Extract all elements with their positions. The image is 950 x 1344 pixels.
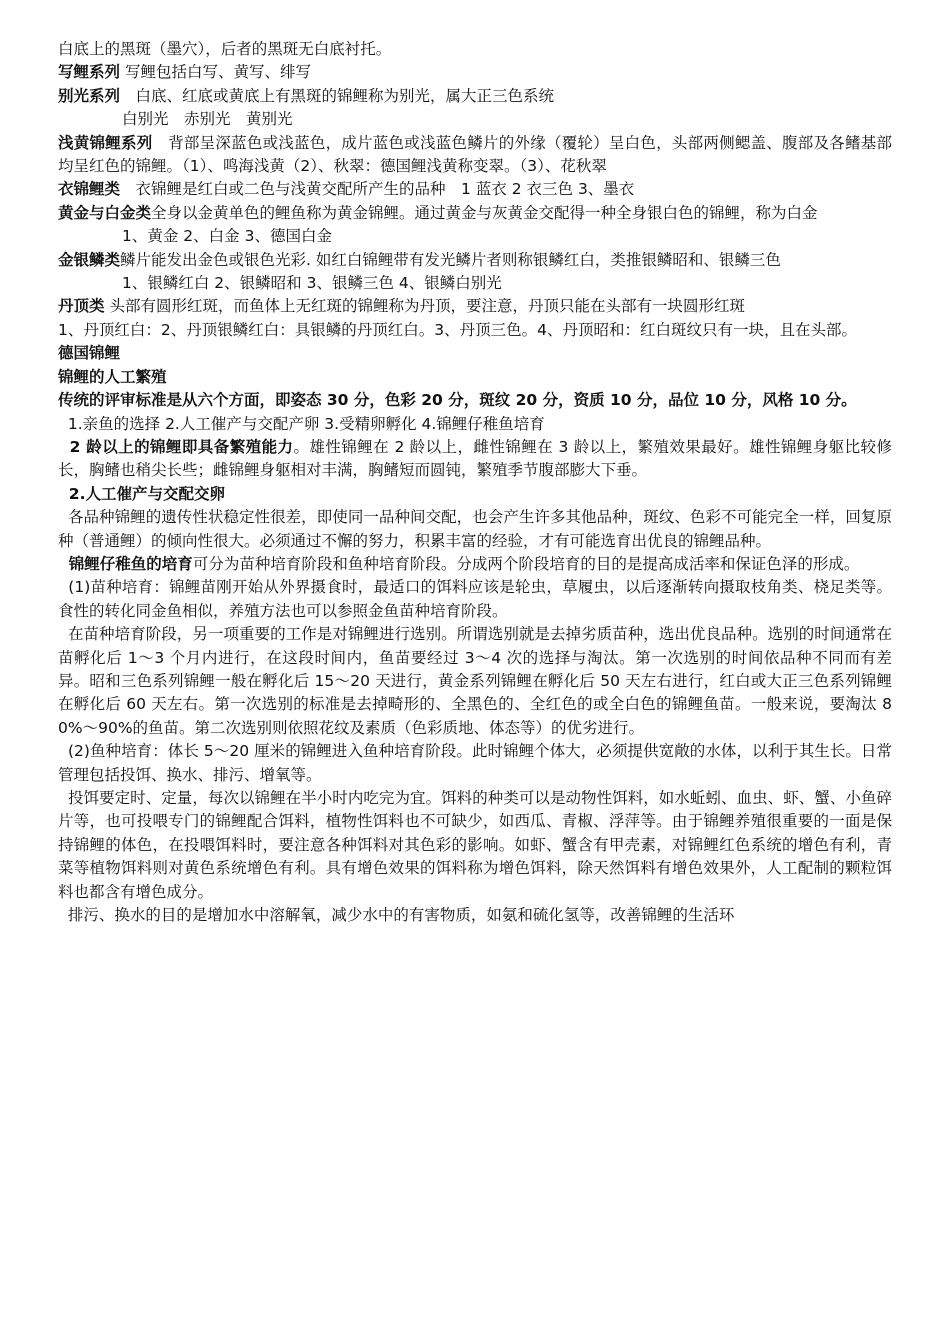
paragraph-text: 头部有圆形红斑，而鱼体上无红斑的锦鲤称为丹顶，要注意，丹顶只能在头部有一块圆形红斑 [104,297,745,316]
paragraph: 白底上的黑斑（墨穴），后者的黑斑无白底衬托。 [58,40,392,58]
section-heading: 衣锦鲤类 [58,180,121,199]
paragraph [58,553,892,576]
paragraph [58,61,892,84]
paragraph-text: 。雄性锦鲤在 2 龄以上，雌性锦鲤在 3 龄以上，繁殖效果最好。雄性锦鲤身躯比较修长，胸鳍也稍尖长些；雌锦鲤身躯相对丰满，胸鳍短而圆钝，繁殖季节腹部膨大下垂。 [58,437,892,480]
section-heading: 写鲤系列 [58,63,121,82]
paragraph [58,436,892,483]
paragraph-text: 写鲤包括白写、黄写、绯写 [120,63,311,82]
paragraph-text: 全身以金黄单色的鲤鱼称为黄金锦鲤。通过黄金与灰黄金交配得一种全身银白色的锦鲤，称为白金 [151,203,818,222]
section-heading: 锦鲤仔稚鱼的培育 [58,554,193,573]
paragraph [58,249,892,272]
paragraph [58,132,892,179]
paragraph-text: 鳞片能发出金色或银色光彩. 如红白锦鲤带有发光鳞片者则称银鳞红白，类推银鳞昭和、银鳞三色 [120,250,781,269]
section-heading: 金银鳞类 [58,250,121,269]
paragraph: 各品种锦鲤的遗传性状稳定性很差，即使同一品种间交配，也会产生许多其他品种，斑纹、色彩不可能完全一样，回复原种（普通鲤）的倾向性很大。必须通过不懈的努力，积累丰富的经验，才有可能选育出优良的锦鲤品种。 [58,508,892,550]
section-heading: 2.人工催产与交配交卵 [58,484,225,503]
section-heading: 2 龄以上的锦鲤即具备繁殖能力 [58,437,294,456]
paragraph-text: 背部呈深蓝色或浅蓝色，成片蓝色或浅蓝色鳞片的外缘（覆轮）呈白色，头部两侧鳃盖、腹部及各鳍基部均呈红色的锦鲤。（1）、鸣海浅黄（2）、秋翠：德国鲤浅黄称变翠。（3）、花秋翠 [58,133,892,176]
section-heading: 德国锦鲤 [58,344,121,363]
paragraph: (2)鱼种培育：体长 5～20 厘米的锦鲤进入鱼种培育阶段。此时锦鲤个体大，必须提供宽敞的水体，以利于其生长。日常管理包括投饵、换水、排污、增氧等。 [58,742,892,784]
paragraph: 1、丹顶红白：2、丹顶银鳞红白：具银鳞的丹顶红白。3、丹顶三色。4、丹顶昭和：红白斑纹只有一块，且在头部。 [58,320,857,339]
paragraph: 1、银鳞红白 2、银鳞昭和 3、银鳞三色 4、银鳞白别光 [122,274,502,293]
section-heading: 黄金与白金类 [58,203,152,222]
paragraph [58,85,892,108]
paragraph: 排污、换水的目的是增加水中溶解氧，减少水中的有害物质，如氨和硫化氢等，改善锦鲤的生活环 [58,906,735,925]
paragraph-text: 白底、红底或黄底上有黑斑的锦鲤称为别光，属大正三色系统 [120,86,555,105]
paragraph: 投饵要定时、定量，每次以锦鲤在半小时内吃完为宜。饵料的种类可以是动物性饵料，如水蚯蚓、血虫、虾、蟹、小鱼碎片等，也可投喂专门的锦鲤配合饵料，植物性饵料也不可缺少，如西瓜、青椒、浮萍等。由于锦鲤养殖很重要的一面是保持锦鲤的体色，在投喂饵料时，要注意各种饵料对其色彩的影响。如虾、蟹含有甲壳素，对锦鲤红色系统的增色有利，青菜等植物饵料则对黄色系统增色有利。具有增色效果的饵料称为增色饵料，除天然饵料有增色效果外，人工配制的颗粒饵料也都含有增色成分。 [58,789,892,901]
paragraph: 在苗种培育阶段，另一项重要的工作是对锦鲤进行选别。所谓选别就是去掉劣质苗种，选出优良品种。选别的时间通常在苗孵化后 1～3 个月内进行，在这段时间内，鱼苗要经过 3～4 次的选择与淘汰。第一次选别的时间依品种不同而有差异。昭和三色系列锦鲤一般在孵化后 15～20 天进行，黄金系列锦鲤在孵化后 50 天左右进行，红白或大正三色系列锦鲤在孵化后 60 天左右。第一次选别的标准是去掉畸形的、全黑色的、全红色的或全白色的锦鲤鱼苗。一般来说，要淘汰 80%～90%的鱼苗。第二次选别则依照花纹及素质（色彩质地、体态等）的优劣进行。 [58,625,892,737]
section-heading: 丹顶类 [58,297,105,316]
paragraph [58,295,892,318]
paragraph: 1.亲鱼的选择 2.人工催产与交配产卵 3.受精卵孵化 4.锦鲤仔稚鱼培育 [58,414,545,433]
paragraph: 1、黄金 2、白金 3、德国白金 [122,227,332,246]
paragraph-bold: 传统的评审标准是从六个方面，即姿态 30 分，色彩 20 分，斑纹 20 分，资质 10 分，品位 10 分，风格 10 分。 [58,391,857,410]
paragraph [58,202,892,225]
paragraph-text: 可分为苗种培育阶段和鱼种培育阶段。分成两个阶段培育的目的是提高成活率和保证色泽的形成。 [192,554,860,573]
paragraph-text: 衣锦鲤是红白或二色与浅黄交配所产生的品种 1 蓝衣 2 衣三色 3、墨衣 [120,180,635,199]
paragraph: 白别光 赤别光 黄别光 [122,110,293,129]
section-heading: 别光系列 [58,86,121,105]
paragraph [58,178,892,201]
section-heading: 锦鲤的人工繁殖 [58,367,167,386]
section-heading: 浅黄锦鲤系列 [58,133,153,152]
paragraph: (1)苗种培育：锦鲤苗刚开始从外界摄食时，最适口的饵料应该是轮虫，草履虫，以后逐渐转向摄取枝角类、桡足类等。食性的转化同金鱼相似，养殖方法也可以参照金鱼苗种培育阶段。 [58,578,892,620]
